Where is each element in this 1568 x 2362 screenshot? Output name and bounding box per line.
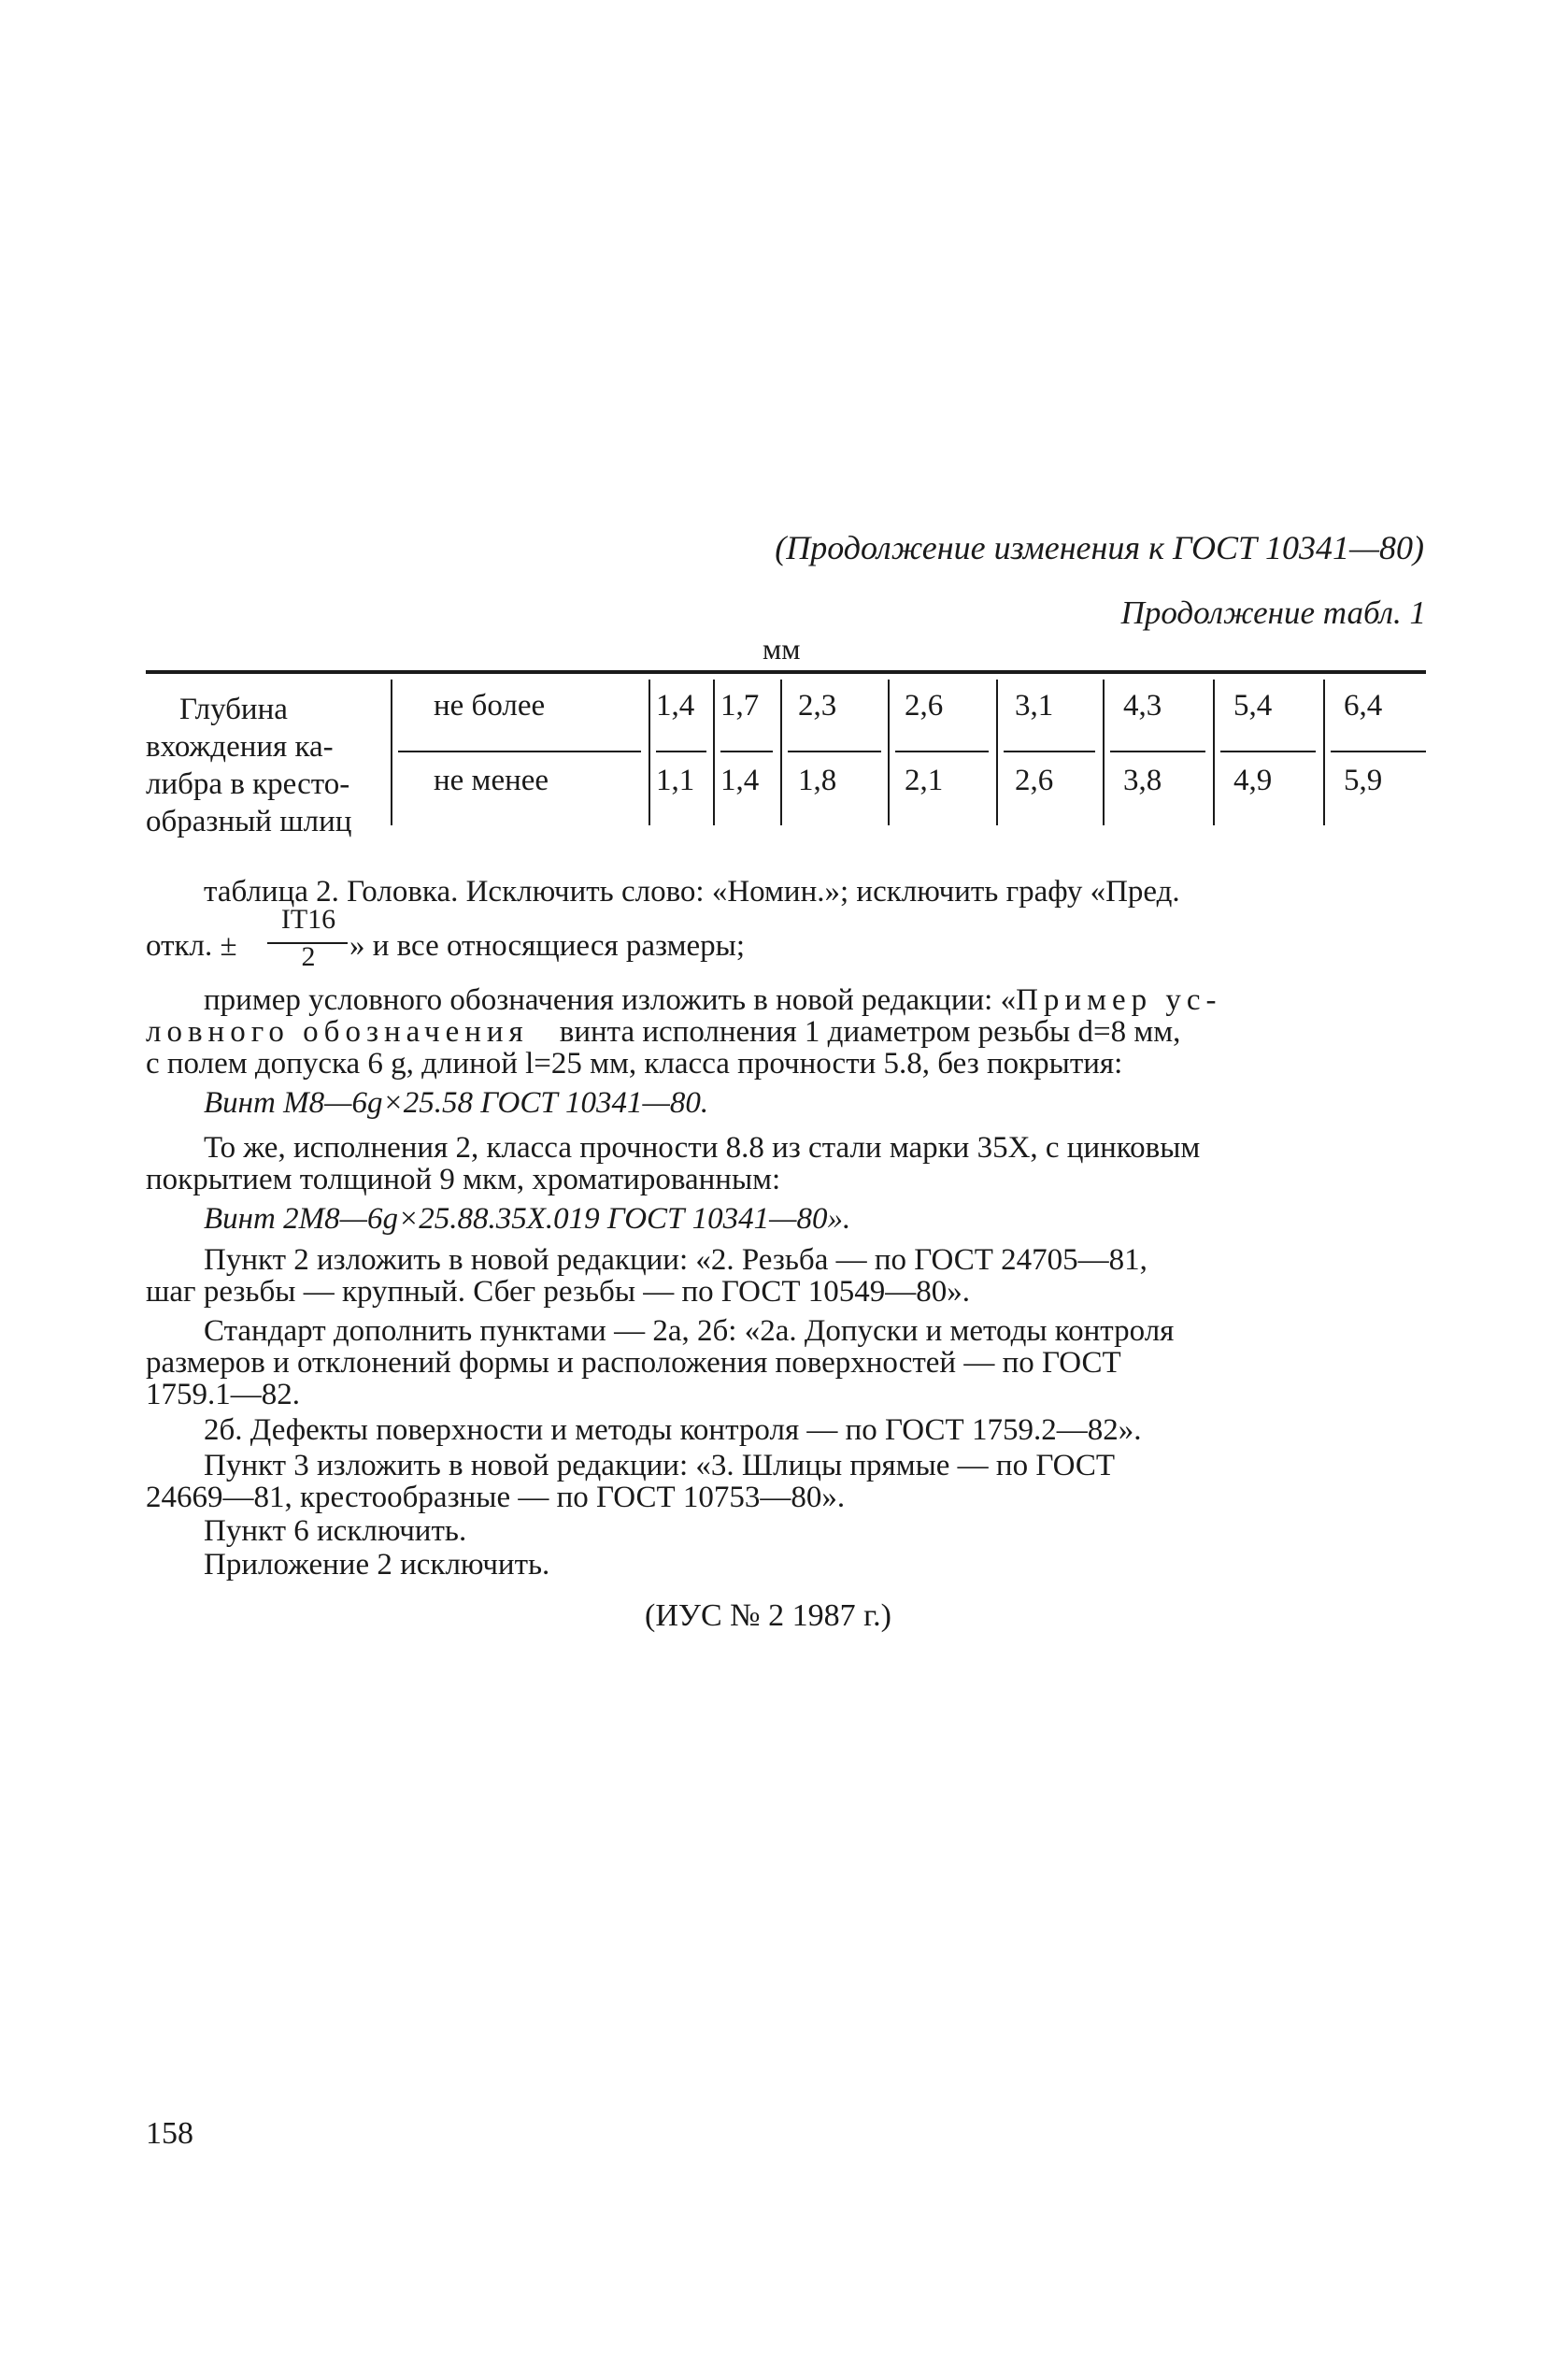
table-vline xyxy=(1323,680,1325,825)
text-line: » и все относящиеся размеры; xyxy=(349,929,745,963)
page-number: 158 xyxy=(146,2116,193,2151)
table-cell: 2,6 xyxy=(905,689,944,723)
row-header xyxy=(146,691,389,840)
text-line: покрытием толщиной 9 мкм, хроматированным: xyxy=(146,1163,781,1196)
text-line: 24669—81, крестообразные — по ГОСТ 10753—80». xyxy=(146,1481,846,1514)
text-line: Пункт 2 изложить в новой редакции: «2. Резьба — по ГОСТ 24705—81, xyxy=(204,1243,1147,1277)
example-designation: Винт М8—6g×25.58 ГОСТ 10341—80. xyxy=(204,1086,709,1120)
text-line xyxy=(146,1015,1180,1050)
table-vline xyxy=(888,680,890,825)
table-cell: 3,8 xyxy=(1123,764,1162,797)
table-mid-rule xyxy=(720,751,773,752)
table-cell: 1,4 xyxy=(656,689,695,723)
table-mid-rule xyxy=(1110,751,1205,752)
table-cell: 5,9 xyxy=(1344,764,1383,797)
fraction-denominator: 2 xyxy=(301,941,316,972)
table-cell: 5,4 xyxy=(1233,689,1273,723)
text-segment: винта исполнения 1 диаметром резьбы d=8 мм, xyxy=(559,1015,1181,1049)
text-line: таблица 2. Головка. Исключить слово: «Номин.»; исключить графу «Пред. xyxy=(204,875,1180,909)
table-vline xyxy=(713,680,715,825)
fraction-numerator: IT16 xyxy=(280,904,336,935)
table-vline xyxy=(649,680,650,825)
table-cell: 4,9 xyxy=(1233,764,1273,797)
row-header-line: образный шлиц xyxy=(146,805,352,838)
text-segment: пример условного обозначения изложить в новой редакции: « xyxy=(204,983,1017,1017)
table-cell: 3,1 xyxy=(1015,689,1054,723)
table-mid-rule xyxy=(656,751,706,752)
table-cell: 2,3 xyxy=(798,689,837,723)
table-cell: 4,3 xyxy=(1123,689,1162,723)
table-cell: 2,1 xyxy=(905,764,944,797)
row-header-line: вхождения ка- xyxy=(146,730,334,764)
table-cell: 2,6 xyxy=(1015,764,1054,797)
table-mid-rule xyxy=(1220,751,1316,752)
text-line: шаг резьбы — крупный. Сбег резьбы — по ГОСТ 10549—80». xyxy=(146,1275,971,1309)
row-header-line: либра в кресто- xyxy=(146,767,350,801)
row-label-max: не более xyxy=(434,689,546,723)
text-line: Приложение 2 исключить. xyxy=(204,1548,550,1582)
text-line: с полем допуска 6 g, длиной l=25 мм, класса прочности 5.8, без покрытия: xyxy=(146,1047,1123,1081)
table-mid-rule xyxy=(398,751,641,752)
text-line xyxy=(204,983,1222,1018)
text-segment: Пример ус- xyxy=(1016,983,1222,1017)
text-line: размеров и отклонений формы и расположения поверхностей — по ГОСТ xyxy=(146,1346,1121,1380)
table-mid-rule xyxy=(895,751,989,752)
table-cell: 1,8 xyxy=(798,764,837,797)
text-line: Стандарт дополнить пунктами — 2а, 2б: «2а. Допуски и методы контроля xyxy=(204,1314,1175,1348)
table-vline xyxy=(1213,680,1215,825)
text-line: 2б. Дефекты поверхности и методы контроля — по ГОСТ 1759.2—82». xyxy=(204,1413,1142,1447)
text-line: 1759.1—82. xyxy=(146,1378,300,1411)
text-line: откл. ± xyxy=(146,929,237,963)
table-vline xyxy=(1103,680,1105,825)
table-cell: 1,1 xyxy=(656,764,695,797)
continuation-header: (Продолжение изменения к ГОСТ 10341—80) xyxy=(775,529,1424,566)
example-designation: Винт 2М8—6g×25.88.35Х.019 ГОСТ 10341—80». xyxy=(204,1202,851,1236)
table-mid-rule xyxy=(1331,751,1426,752)
table-vline xyxy=(391,680,392,825)
text-line: То же, исполнения 2, класса прочности 8.8 из стали марки 35Х, с цинковым xyxy=(204,1131,1201,1165)
footer-reference: (ИУС № 2 1987 г.) xyxy=(645,1598,891,1633)
table-vline xyxy=(780,680,782,825)
unit-label: мм xyxy=(763,632,801,666)
text-line: Пункт 3 изложить в новой редакции: «3. Шлицы прямые — по ГОСТ xyxy=(204,1449,1115,1482)
row-label-min: не менее xyxy=(434,764,549,797)
table-top-rule xyxy=(146,670,1426,674)
table-cell: 6,4 xyxy=(1344,689,1383,723)
table-vline xyxy=(996,680,998,825)
row-header-line: Глубина xyxy=(179,693,288,726)
table-mid-rule xyxy=(1004,751,1095,752)
text-line: Пункт 6 исключить. xyxy=(204,1514,467,1548)
table-mid-rule xyxy=(788,751,881,752)
table-cell: 1,7 xyxy=(720,689,760,723)
text-segment: ловного обозначения xyxy=(146,1015,529,1049)
table-caption: Продолжение табл. 1 xyxy=(1120,594,1426,631)
table-cell: 1,4 xyxy=(720,764,760,797)
